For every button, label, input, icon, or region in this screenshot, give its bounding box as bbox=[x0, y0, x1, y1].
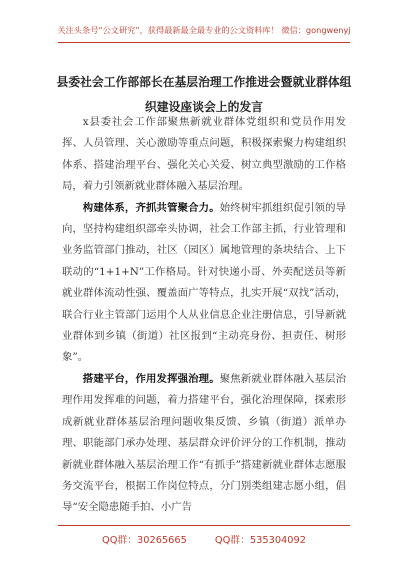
paragraph-3 bbox=[62, 369, 346, 519]
header-divider bbox=[58, 42, 350, 43]
paragraph-3-heading: 搭建平台，作用发挥强治理。 bbox=[82, 372, 220, 385]
document-body bbox=[62, 112, 346, 519]
header-promo-note: 关注头条号“公文研究”，获得最新最全最专业的公文资料库！ 微信：gongwenyj bbox=[57, 25, 351, 35]
paragraph-2-text: 始终树牢抓组织促引领的导向，坚持构建组织部牵头协调，社会工作部主抓，行业管理和业务监管部门推动，社区（园区）属地管理的条块结合、上下联动的“1+1+N”工作格局。针对快递小哥、外卖配送员等新就业群体流动性强、覆盖面广等特点，扎实开展“双找”活动，联合行业主管部门运用个人从业信息企业注册信息，引导新就业群体到乡镇（街道）社区报到“主动亮身份、担责任、树形象”。 bbox=[62, 201, 347, 364]
paragraph-2 bbox=[62, 198, 346, 369]
footer-qq-group-2: QQ群：535304092 bbox=[214, 535, 306, 546]
paragraph-1: x县委社会工作部聚焦新就业群体党组织和党员作用发挥、人员管理、关心激励等重点问题，积极探索聚力构建组织体系、搭建治理平台、强化关心关爱、树立典型激励的工作格局，着力引领新就业群体融入基层治理。 bbox=[62, 116, 346, 193]
title-line-2: 织建设座谈会上的发言 bbox=[145, 100, 263, 114]
footer-divider bbox=[58, 525, 350, 526]
paragraph-3-text: 聚焦新就业群体融入基层治理作用发挥难的问题，着力搭建平台，强化治理保障，探索形成新就业群体基层治理问题收集反馈、乡镇（街道）派单办理、职能部门承办处理、基层群众评价评分的工作机制，推动新就业群体融入基层治理工作“有抓手”搭建新就业群体志愿服务交流平台，根据工作岗位特点，分门别类组建志愿小组，倡导“安全隐患随手拍、小广告 bbox=[62, 372, 347, 514]
footer-contacts bbox=[0, 532, 408, 546]
title-line-1: 县委社会工作部部长在基层治理工作推进会暨就业群体组 bbox=[56, 75, 352, 89]
footer-qq-group-1: QQ群：30265665 bbox=[101, 535, 187, 546]
paragraph-2-heading: 构建体系，齐抓共管聚合力。 bbox=[82, 201, 220, 214]
